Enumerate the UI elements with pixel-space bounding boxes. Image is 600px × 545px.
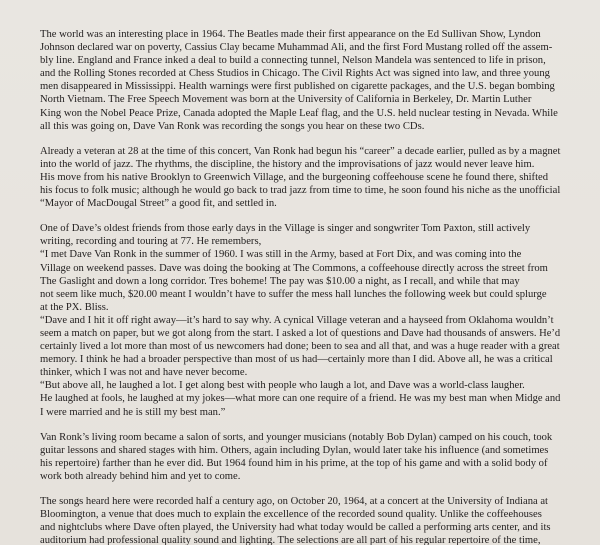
text-line: The songs heard here were recorded half a century ago, on October 20, 1964, at a concert at the University of Indiana at xyxy=(40,496,548,507)
text-line: auditorium had professional quality sound and lighting. The selections are all part of his regular repertoire of the time, xyxy=(40,535,541,545)
text-line: certainly lived a lot more than most of us newcomers had done; been to sea and all that, and was a huge reader with a great xyxy=(40,341,560,353)
text-line: thinker, which I was not and have never become. xyxy=(40,367,248,379)
text-line: His move from his native Brooklyn to Greenwich Village, and the burgeoning coffeehouse scene he found there, shifted xyxy=(40,171,549,183)
text-line: One of Dave’s oldest friends from those early days in the Village is singer and songwriter Tom Paxton, still actively xyxy=(40,223,531,235)
text-line: The world was an interesting place in 1964. The Beatles made their first appearance on the Ed Sullivan Show, Lyndon xyxy=(40,29,541,40)
text-line: “Dave and I hit it off right away—it’s hard to say why. A cynical Village veteran and a hayseed from Oklahoma wouldn’t xyxy=(40,314,554,326)
text-line: seem a match on paper, but we got along from the start. I asked a lot of questions and Dave had thousands of answers. He’d xyxy=(40,327,561,339)
paragraph-1964 xyxy=(40,28,560,133)
text-line: “But above all, he laughed a lot. I get along best with people who laugh a lot, and Dave was a world-class laugher. xyxy=(40,380,525,392)
text-line: into the world of jazz. The rhythms, the discipline, the history and the improvisations of jazz would never leave him. xyxy=(40,158,535,170)
paragraph-living-room xyxy=(40,431,560,483)
text-line: “Mayor of MacDougal Street” a good fit, and settled in. xyxy=(40,198,277,210)
text-line: at the PX. Bliss. xyxy=(40,301,109,313)
text-line: North Vietnam. The Free Speech Movement was born at the University of California in Berkeley, Dr. Martin Luther xyxy=(40,94,532,106)
text-line: not seem like much, $20.00 meant I wouldn’t have to suffer the mess hall lunches the following week but could splurge xyxy=(40,288,547,300)
text-line: men disappeared in Mississippi. Health warnings were first published on cigarette packages, and the U.S. began bombing xyxy=(40,81,555,93)
text-line: I were married and he is still my best man.” xyxy=(40,406,226,418)
text-line: He laughed at fools, he laughed at my jokes—what more can one require of a friend. He was my best man when Midge and xyxy=(40,393,561,405)
paragraph-tom-paxton xyxy=(40,222,560,418)
text-line: and nightclubs where Dave often played, the University had what today would be called a performing arts center, and its xyxy=(40,522,551,534)
text-line: Bloomington, a venue that does much to explain the excellence of the recorded sound quality. Unlike the coffeehouses xyxy=(40,509,542,521)
text-line: his repertoire) farther than he ever did. But 1964 found him in his prime, at the top of his game and with a solid body of xyxy=(40,457,548,469)
text-line: Village on weekend passes. Dave was doing the booking at The Commons, a coffeehouse directly across the street from xyxy=(40,262,548,274)
text-line: “I met Dave Van Ronk in the summer of 1960. I was still in the Army, based at Fort Dix, and was coming into the xyxy=(40,249,522,261)
text-line: all this was going on, Dave Van Ronk was recording the songs you hear on these two CDs. xyxy=(40,120,425,132)
paragraph-recording xyxy=(40,495,560,545)
text-line: Already a veteran at 28 at the time of this concert, Van Ronk had begun his “career” a decade earlier, pulled as by a magnet xyxy=(40,145,561,157)
text-line: Van Ronk’s living room became a salon of sorts, and younger musicians (notably Bob Dylan) camped on his couch, took xyxy=(40,431,553,443)
text-line: and the Rolling Stones recorded at Chess Studios in Chicago. The Civil Rights Act was signed into law, and three young xyxy=(40,68,550,80)
text-line: writing, recording and touring at 77. He remembers, xyxy=(40,236,262,248)
text-line: memory. I think he had a broader perspective than most of us had—certainly more than I did. Above all, he was a critical xyxy=(40,354,553,366)
text-line: The Gaslight and down a long corridor. Tres boheme! The pay was $10.00 a night, as I recall, and while that may xyxy=(40,275,520,287)
text-line: work both already behind him and yet to come. xyxy=(40,470,241,482)
text-line: King won the Nobel Peace Prize, Canada adopted the Maple Leaf flag, and the U.S. held nuclear testing in Nevada. While xyxy=(40,107,558,119)
paragraph-career xyxy=(40,145,560,210)
text-line: his focus to folk music; although he would go back to trad jazz from time to time, he soon found his niche as the unofficial xyxy=(40,185,561,197)
text-line: Johnson declared war on poverty, Cassius Clay became Muhammad Ali, and the first Ford Mustang rolled off the assem- xyxy=(40,42,553,54)
text-line: guitar lessons and shared stages with him. Others, again including Dylan, would later take his influence (and sometimes xyxy=(40,444,549,456)
text-line: bly line. England and France inked a deal to build a connecting tunnel, Nelson Mandela was sentenced to life in prison, xyxy=(40,55,546,67)
